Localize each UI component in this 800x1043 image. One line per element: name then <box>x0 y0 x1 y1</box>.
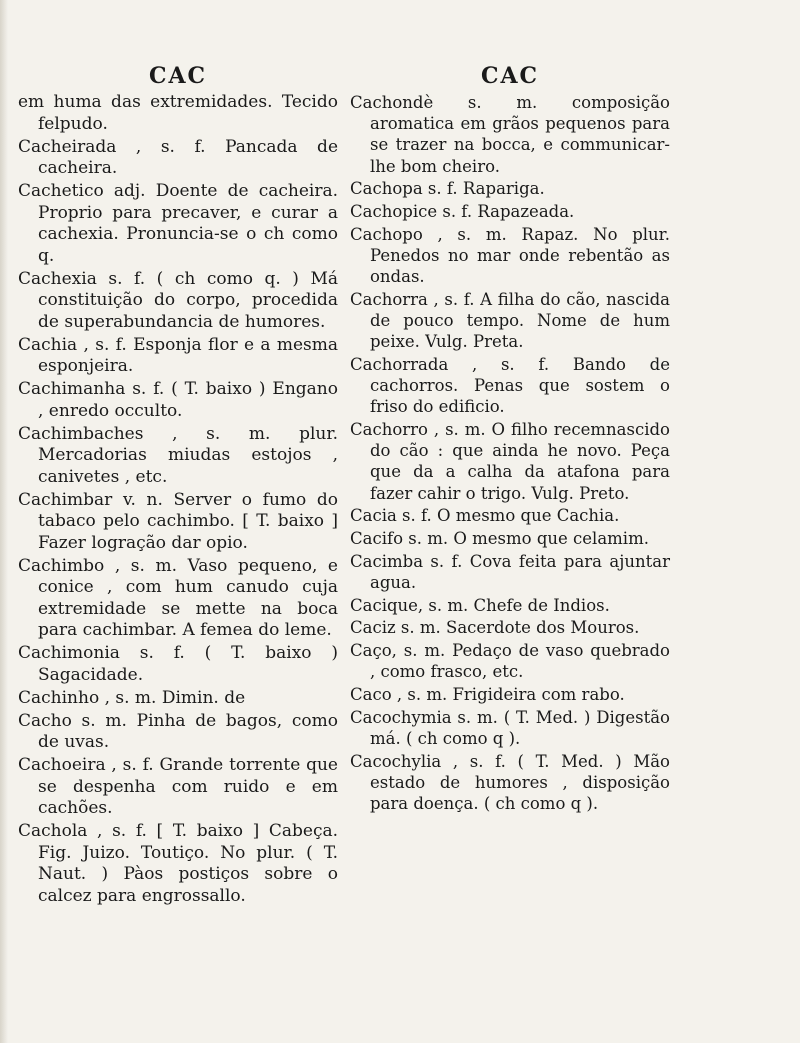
dictionary-entry: Cacimba s. f. Cova feita para ajuntar agua. <box>350 551 670 592</box>
dictionary-entry: Cachondè s. m. composição aromatica em grãos pequenos para se trazer na bocca, e communicar-lhe bom cheiro. <box>350 93 670 176</box>
dictionary-entry: Cachimonia s. f. ( T. baixo ) Sagacidade. <box>18 643 338 685</box>
right-column-header: CAC <box>480 63 540 89</box>
left-column <box>18 62 338 909</box>
dictionary-entry: em huma das extremidades. Tecido felpudo. <box>18 92 338 134</box>
dictionary-entry: Cachimbar v. n. Server o fumo do tabaco pelo cachimbo. [ T. baixo ] Fazer logração dar opio. <box>18 489 338 553</box>
dictionary-entry: Cachopo , s. m. Rapaz. No plur. Penedos no mar onde rebentão as ondas. <box>350 224 670 287</box>
dictionary-entry: Cachorra , s. f. A filha do cão, nascida de pouco tempo. Nome de hum peixe. Vulg. Preta. <box>350 289 670 352</box>
dictionary-entry: Cachimbo , s. m. Vaso pequeno, e conice , com hum canudo cuja extremidade se mette na boca para cachimbar. A femea do leme. <box>18 555 338 640</box>
dictionary-entry: Cachexia s. f. ( ch como q. ) Má constituição do corpo, procedida de superabundancia de humores. <box>18 268 338 332</box>
dictionary-entry: Cacia s. f. O mesmo que Cachia. <box>350 506 620 526</box>
dictionary-entry: Cachetico adj. Doente de cacheira. Proprio para precaver, e curar a cachexia. Pronuncia-se o ch como q. <box>18 181 338 266</box>
dictionary-entry: Cachimanha s. f. ( T. baixo ) Engano , enredo occulto. <box>18 379 338 421</box>
dictionary-entry: Cachopice s. f. Rapazeada. <box>350 202 575 222</box>
dictionary-entry: Cacifo s. m. O mesmo que celamim. <box>350 529 649 549</box>
dictionary-entry: Cachorro , s. m. O filho recemnascido do cão : que ainda he novo. Peça que da a calha da atafona para fazer cahir o trigo. Vulg. Preto. <box>350 420 670 503</box>
left-column-header: CAC <box>148 63 208 89</box>
dictionary-entry: Caço, s. m. Pedaço de vaso quebrado , como frasco, etc. <box>350 641 670 682</box>
dictionary-entry: Caciz s. m. Sacerdote dos Mouros. <box>350 618 640 638</box>
right-column <box>350 62 670 816</box>
dictionary-entry: Cacochylia , s. f. ( T. Med. ) Mão estado de humores , disposição para doença. ( ch como q ). <box>350 751 670 813</box>
dictionary-entry: Cachola , s. f. [ T. baixo ] Cabeça. Fig. Juizo. Toutiço. No plur. ( T. Naut. ) Pàos postiços sobre o calcez para engrossallo. <box>18 821 338 906</box>
dictionary-entry: Cachia , s. f. Esponja flor e a mesma esponjeira. <box>18 334 338 376</box>
dictionary-entry: Cacique, s. m. Chefe de Indios. <box>350 595 610 615</box>
dictionary-entry: Cachopa s. f. Rapariga. <box>350 179 545 199</box>
dictionary-entry: Caco , s. m. Frigideira com rabo. <box>350 684 625 704</box>
dictionary-entry: Cachorrada , s. f. Bando de cachorros. Penas que sostem o friso do edificio. <box>350 354 670 417</box>
dictionary-entry: Cacochymia s. m. ( T. Med. ) Digestão má. ( ch como q ). <box>350 707 670 748</box>
dictionary-entry: Cachinho , s. m. Dimin. de <box>18 687 246 708</box>
dictionary-entry: Cacheirada , s. f. Pancada de cacheira. <box>18 136 338 178</box>
dictionary-entry: Cachimbaches , s. m. plur. Mercadorias miudas estojos , canivetes , etc. <box>18 423 338 487</box>
dictionary-entry: Cacho s. m. Pinha de bagos, como de uvas. <box>18 710 338 752</box>
page-edge-shadow <box>0 0 8 1043</box>
dictionary-entry: Cachoeira , s. f. Grande torrente que se despenha com ruido e em cachões. <box>18 755 338 818</box>
